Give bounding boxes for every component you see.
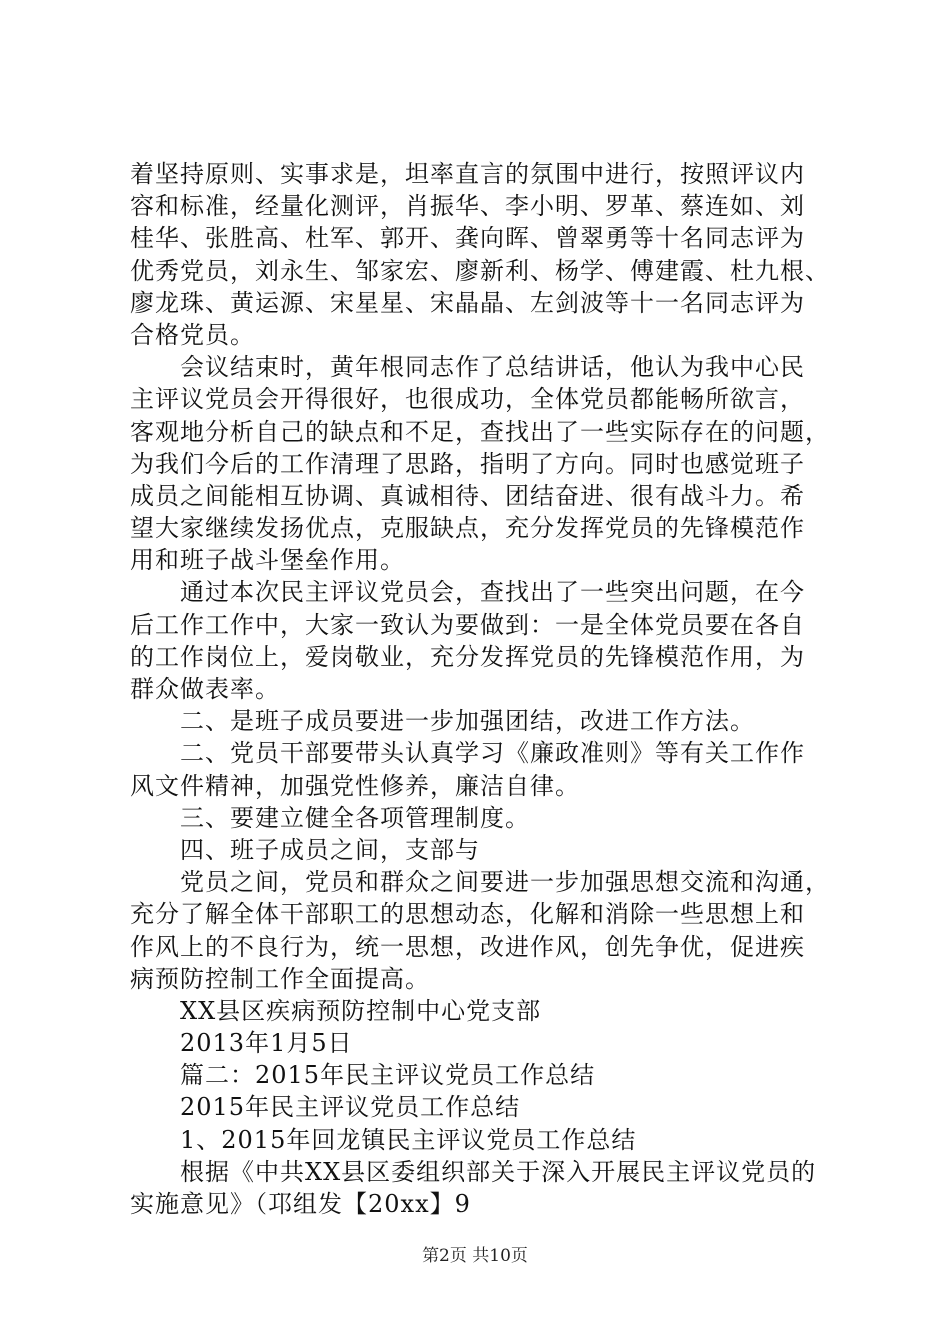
page-number-footer: 第2页 共10页 bbox=[422, 1246, 528, 1266]
section-title: 2015年民主评议党员工作总结 bbox=[180, 1093, 521, 1122]
text-line: 会议结束时，黄年根同志作了总结讲话，他认为我中心民 bbox=[180, 353, 805, 382]
text-line: 党员之间，党员和群众之间要进一步加强思想交流和沟通， bbox=[180, 868, 830, 897]
text-line: 容和标准，经量化测评，肖振华、李小明、罗革、蔡连如、刘 bbox=[130, 192, 805, 221]
text-line: 合格党员。 bbox=[130, 320, 255, 349]
text-line: 主评议党员会开得很好，也很成功，全体党员都能畅所欲言， bbox=[130, 385, 805, 414]
text-line: 为我们今后的工作清理了思路，指明了方向。同时也感觉班子 bbox=[130, 449, 805, 478]
section-heading: 篇二：2015年民主评议党员工作总结 bbox=[180, 1061, 596, 1090]
text-line: 根据《中共XX县区委组织部关于深入开展民主评议党员的 bbox=[180, 1157, 817, 1186]
text-line: 风文件精神，加强党性修养，廉洁自律。 bbox=[130, 771, 580, 800]
text-line: 充分了解全体干部职工的思想动态，化解和消除一些思想上和 bbox=[130, 900, 805, 929]
text-line: 二、党员干部要带头认真学习《廉政准则》等有关工作作 bbox=[180, 739, 805, 768]
text-line: 的工作岗位上，爱岗敬业，充分发挥党员的先锋模范作用，为 bbox=[130, 642, 805, 671]
text-line: 二、是班子成员要进一步加强团结，改进工作方法。 bbox=[180, 707, 755, 736]
text-line: 三、要建立健全各项管理制度。 bbox=[180, 803, 530, 832]
text-line: 桂华、张胜高、杜军、郭开、龚向晖、曾翠勇等十名同志评为 bbox=[130, 224, 805, 253]
signature-organization: XX县区疾病预防控制中心党支部 bbox=[180, 996, 542, 1025]
signature-date: 2013年1月5日 bbox=[180, 1029, 353, 1058]
text-line: 后工作工作中，大家一致认为要做到：一是全体党员要在各自 bbox=[130, 610, 805, 639]
text-line: 群众做表率。 bbox=[130, 675, 280, 703]
text-line: 实施意见》（邛组发【20xx】9 bbox=[130, 1190, 471, 1218]
text-line: 着坚持原则、实事求是，坦率直言的氛围中进行，按照评议内 bbox=[130, 160, 805, 188]
text-line: 望大家继续发扬优点，克服缺点，充分发挥党员的先锋模范作 bbox=[130, 514, 805, 543]
text-line: 用和班子战斗堡垒作用。 bbox=[130, 546, 405, 575]
text-line: 通过本次民主评议党员会，查找出了一些突出问题，在今 bbox=[180, 578, 805, 607]
text-line: 优秀党员，刘永生、邹家宏、廖新利、杨学、傅建霞、杜九根、 bbox=[130, 256, 830, 285]
text-line: 四、班子成员之间，支部与 bbox=[180, 835, 480, 864]
text-line: 病预防控制工作全面提高。 bbox=[130, 964, 430, 993]
document-body bbox=[130, 158, 845, 1220]
text-line: 成员之间能相互协调、真诚相待、团结奋进、很有战斗力。希 bbox=[130, 481, 805, 510]
text-line: 作风上的不良行为，统一思想，改进作风，创先争优，促进疾 bbox=[130, 932, 805, 961]
text-line: 客观地分析自己的缺点和不足，查找出了一些实际存在的问题， bbox=[130, 417, 830, 446]
subsection-title: 1、2015年回龙镇民主评议党员工作总结 bbox=[180, 1125, 637, 1154]
text-line: 廖龙珠、黄运源、宋星星、宋晶晶、左剑波等十一名同志评为 bbox=[130, 288, 805, 317]
